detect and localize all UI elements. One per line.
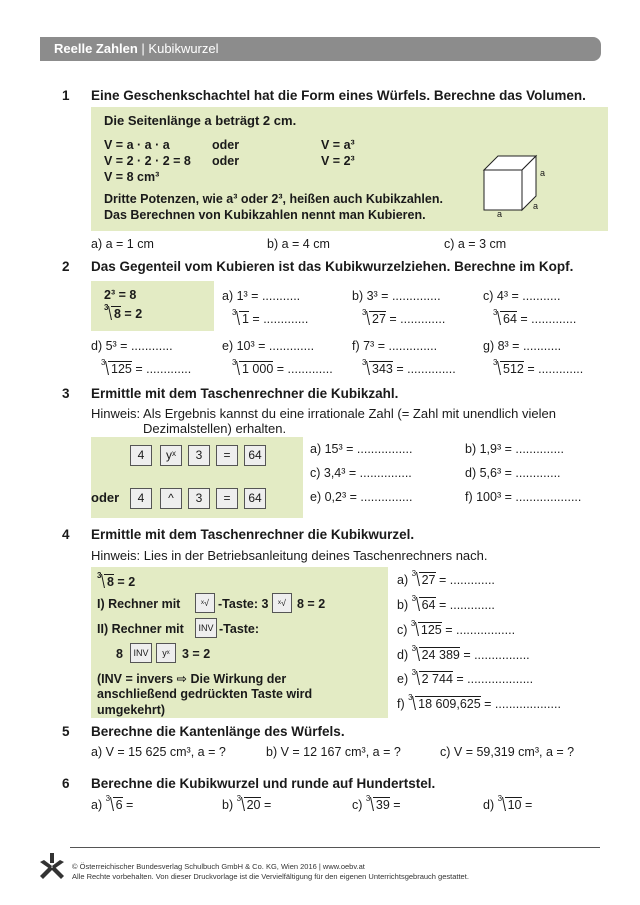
q2-a-pow: a) 1³ = ........... (222, 289, 301, 303)
key-inv: INV (195, 618, 217, 638)
page-header (40, 37, 601, 61)
q1-note2: Das Berechnen von Kubikzahlen nennt man Kubieren. (104, 208, 426, 222)
key-4: 4 (130, 445, 152, 466)
q3-d: d) 5,6³ = ............. (465, 466, 561, 480)
q1-b: b) a = 4 cm (267, 237, 330, 251)
q3-b: b) 1,9³ = .............. (465, 442, 564, 456)
key-caret: ^ (160, 488, 182, 509)
q2-b-pow: b) 3³ = .............. (352, 289, 441, 303)
q2-g-root: 3 512 = ............. (493, 358, 584, 376)
q5-number: 5 (62, 724, 70, 739)
q4-hint: Hinweis: Lies in der Betriebsanleitung deines Taschenrechners nach. (91, 548, 488, 563)
q4-r3a: 8 (116, 647, 123, 661)
q6-b: b) 3 20 = (222, 794, 272, 812)
q2-e-root: 3 1 000 = ............. (232, 358, 333, 376)
q3-e: e) 0,2³ = ............... (310, 490, 413, 504)
q6-d: d) 3 10 = (483, 794, 533, 812)
key-4b: 4 (130, 488, 152, 509)
q4-e: e) 3 2 744 = ................... (397, 668, 534, 686)
q2-f-root: 3 343 = .............. (362, 358, 456, 376)
publisher-logo-icon (40, 853, 64, 881)
q3-a: a) 15³ = ................ (310, 442, 413, 456)
q4-b: b) 3 64 = ............. (397, 594, 495, 612)
q1-note1: Dritte Potenzen, wie a³ oder 2³, heißen auch Kubikzahlen. (104, 192, 443, 206)
header-chapter: Reelle Zahlen (54, 41, 138, 56)
q3-hint2: Dezimalstellen) erhalten. (143, 421, 287, 436)
header-topic: Kubikwurzel (148, 41, 219, 56)
key-yx-b: yˣ (156, 643, 176, 663)
footer-divider (70, 847, 600, 848)
q3-hint1: Hinweis: Als Ergebnis kannst du eine irrationale Zahl (= Zahl mit unendlich vielen (91, 406, 556, 421)
q1-l2c: V = 2³ (321, 154, 355, 168)
q2-a-root: 3 1 = ............. (232, 308, 309, 326)
header-separator: | (137, 41, 149, 56)
q4-r2b: -Taste: (219, 622, 260, 636)
q1-box-title: Die Seitenlänge a beträgt 2 cm. (104, 113, 297, 128)
key-64: 64 (244, 445, 266, 466)
q1-l2a: V = 2 · 2 · 2 = 8 (104, 154, 191, 168)
key-3b: 3 (188, 488, 210, 509)
key-inv-b: INV (130, 643, 152, 663)
q1-number: 1 (62, 88, 70, 103)
q2-number: 2 (62, 259, 70, 274)
q6-number: 6 (62, 776, 70, 791)
q4-r1a: I) Rechner mit (97, 597, 181, 611)
q5-a: a) V = 15 625 cm³, a = ? (91, 745, 226, 759)
q1-l1b: oder (212, 138, 240, 152)
q2-c-root: 3 64 = ............. (493, 308, 577, 326)
key-equals: = (216, 445, 238, 466)
q1-title: Eine Geschenkschachtel hat die Form eines Würfels. Berechne das Volumen. (91, 88, 586, 103)
q4-r4: (INV = invers ⇨ Die Wirkung der (97, 672, 287, 686)
cube-label-top: a (540, 168, 546, 178)
q4-r3b: 3 = 2 (182, 647, 211, 661)
q3-c: c) 3,4³ = ............... (310, 466, 412, 480)
cube-label-bottom: a (497, 209, 503, 219)
q3-oder: oder (91, 490, 120, 505)
q6-c: c) 3 39 = (352, 794, 401, 812)
key-64b: 64 (244, 488, 266, 509)
key-3: 3 (188, 445, 210, 466)
q5-c: c) V = 59,319 cm³, a = ? (440, 745, 575, 759)
footer-text (72, 862, 469, 882)
q4-c: c) 3 125 = ................. (397, 619, 516, 637)
key-equals-b: = (216, 488, 238, 509)
q4-r5: anschließend gedrückten Taste wird (97, 687, 313, 701)
q4-number: 4 (62, 527, 70, 542)
q5-b: b) V = 12 167 cm³, a = ? (266, 745, 401, 759)
q2-d-root: 3 125 = ............. (101, 358, 192, 376)
q2-b-root: 3 27 = ............. (362, 308, 446, 326)
key-root-b: ˣ√ (272, 593, 292, 613)
key-root: ˣ√ (195, 593, 215, 613)
q1-l2b: oder (212, 154, 240, 168)
q2-ex1: 2³ = 8 (104, 288, 137, 302)
q2-e-pow: e) 10³ = ............. (222, 339, 315, 353)
q1-l3: V = 8 cm³ (104, 170, 160, 184)
q6-a: a) 3 6 = (91, 794, 134, 812)
q4-f: f) 3 18 609,625 = ................... (397, 693, 561, 711)
q1-l1c: V = a³ (321, 138, 355, 152)
q1-l1a: V = a · a · a (104, 138, 170, 152)
q4-ex: 3 8 = 2 (97, 571, 136, 589)
q3-f: f) 100³ = ................... (465, 490, 582, 504)
q4-r2a: II) Rechner mit (97, 622, 184, 636)
q1-a: a) a = 1 cm (91, 237, 154, 251)
footer-copyright: © Österreichischer Bundesverlag Schulbuch GmbH & Co. KG, Wien 2016 | www.oebv.at (72, 862, 365, 871)
q2-c-pow: c) 4³ = ........... (483, 289, 561, 303)
q1-c: c) a = 3 cm (444, 237, 507, 251)
q4-title: Ermittle mit dem Taschenrechner die Kubikwurzel. (91, 527, 415, 542)
q2-g-pow: g) 8³ = ........... (483, 339, 562, 353)
q4-d: d) 3 24 389 = ................ (397, 644, 530, 662)
q3-number: 3 (62, 386, 70, 401)
q2-title: Das Gegenteil vom Kubieren ist das Kubikwurzelziehen. Berechne im Kopf. (91, 259, 574, 274)
q5-title: Berechne die Kantenlänge des Würfels. (91, 724, 345, 739)
q2-ex2: 3 8 = 2 (104, 303, 143, 321)
q2-f-pow: f) 7³ = .............. (352, 339, 438, 353)
footer-rights: Alle Rechte vorbehalten. Von dieser Druckvorlage ist die Vervielfältigung für den eigenen Unterrichtsgebrauch gestattet. (72, 872, 469, 881)
q4-a: a) 3 27 = ............. (397, 569, 495, 587)
q6-title: Berechne die Kubikwurzel und runde auf Hundertstel. (91, 776, 436, 791)
q4-r6: umgekehrt) (97, 703, 166, 717)
q3-title: Ermittle mit dem Taschenrechner die Kubikzahl. (91, 386, 399, 401)
q4-r1b: -Taste: 3 (218, 597, 269, 611)
q2-d-pow: d) 5³ = ............ (91, 339, 173, 353)
cube-label-side: a (533, 201, 539, 211)
key-yx: yˣ (160, 445, 182, 466)
q4-r1c: 8 = 2 (297, 597, 326, 611)
